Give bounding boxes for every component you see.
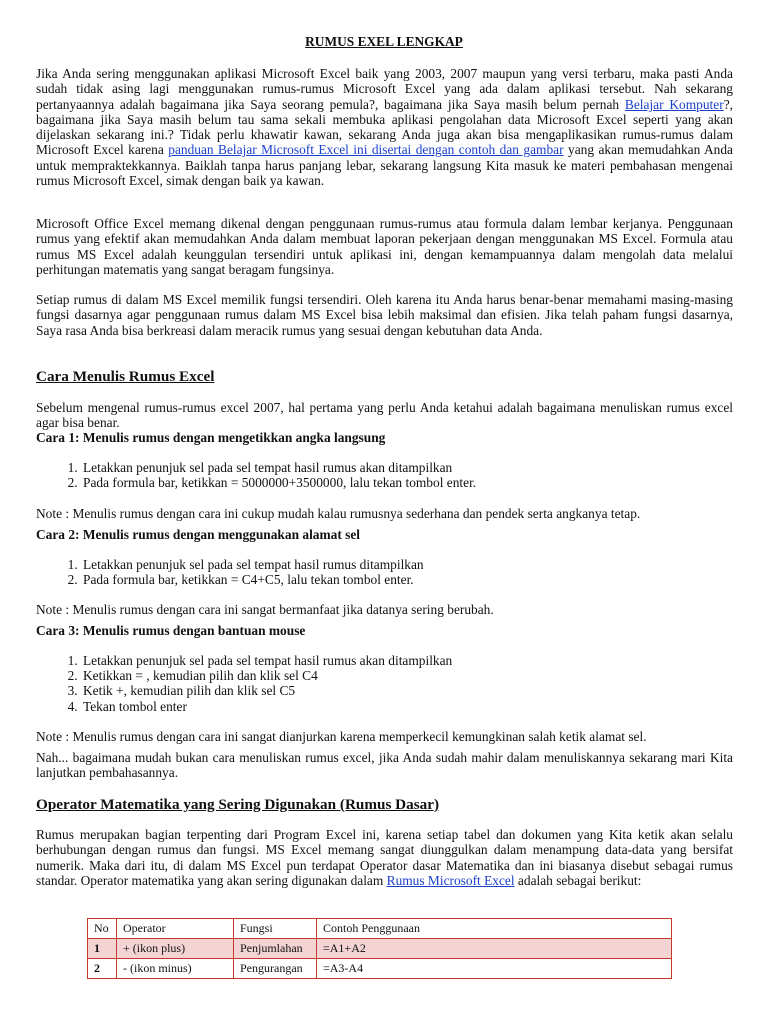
cara1-steps xyxy=(36,460,733,490)
intro-text-a: Jika Anda sering menggunakan aplikasi Microsoft Excel baik yang 2003, 2007 maupun yang versi terbaru, maka pasti Anda sudah tidak asing lagi menggunakan rumus-rumus Microsoft Excel yang ada dalam aplikasi tersebut. Nah sekarang pertanyaannya adalah bagaimana jika Saya seorang pemula?, bagaimana jika Saya masih belum pernah xyxy=(36,66,733,112)
table-cell: - (ikon minus) xyxy=(117,959,234,979)
list-item: 4. Tekan tombol enter xyxy=(81,699,733,714)
list-item: 2. Pada formula bar, ketikkan = C4+C5, lalu tekan tombol enter. xyxy=(81,572,733,587)
page-title: RUMUS EXEL LENGKAP xyxy=(305,34,463,49)
cara2-steps xyxy=(36,557,733,587)
operator-table xyxy=(87,918,672,979)
header-contoh: Contoh Penggunaan xyxy=(317,919,672,939)
intro-text-c: yang akan memudahkan Anda untuk mempraktekkannya. Baiklah tanpa harus panjang lebar, sekarang langsung Kita masuk ke materi pembahasan mengenai rumus Microsoft Excel, simak dengan baik ya kawan. xyxy=(36,142,733,189)
section1-closing: Nah... bagaimana mudah bukan cara menuliskan rumus excel, jika Anda sudah mahir dalam menuliskannya sekarang mari Kita lanjutkan pembahasannya. xyxy=(36,750,733,781)
list-item: 1. Letakkan penunjuk sel pada sel tempat hasil rumus akan ditampilkan xyxy=(81,653,733,668)
table-cell: 2 xyxy=(88,959,117,979)
table-row xyxy=(88,959,672,979)
cara3-note: Note : Menulis rumus dengan cara ini sangat dianjurkan karena memperkecil kemungkinan salah ketik alamat sel. xyxy=(36,729,647,744)
table-cell: + (ikon plus) xyxy=(117,939,234,959)
section1-intro: Sebelum mengenal rumus-rumus excel 2007, hal pertama yang perlu Anda ketahui adalah bagaimana menuliskan rumus excel agar bisa benar. xyxy=(36,400,733,431)
cara2-note: Note : Menulis rumus dengan cara ini sangat bermanfaat jika datanya sering berubah. xyxy=(36,602,494,617)
list-item: 1. Letakkan penunjuk sel pada sel tempat hasil rumus akan ditampilkan xyxy=(81,460,733,475)
cara1-heading: Cara 1: Menulis rumus dengan mengetikkan angka langsung xyxy=(36,430,386,445)
cara2-heading: Cara 2: Menulis rumus dengan menggunakan alamat sel xyxy=(36,527,361,542)
table-cell: Penjumlahan xyxy=(234,939,317,959)
intro-paragraph-1 xyxy=(36,66,733,188)
list-item: 2. Pada formula bar, ketikkan = 5000000+3500000, lalu tekan tombol enter. xyxy=(81,475,733,490)
table-cell: =A3-A4 xyxy=(317,959,672,979)
cara1-note: Note : Menulis rumus dengan cara ini cukup mudah kalau rumusnya sederhana dan pendek serta angkanya tetap. xyxy=(36,506,641,521)
belajar-komputer-link[interactable]: Belajar Komputer xyxy=(624,96,724,112)
cara3-heading: Cara 3: Menulis rumus dengan bantuan mouse xyxy=(36,623,306,638)
header-no: No xyxy=(88,919,117,939)
cara3-steps xyxy=(36,653,733,714)
table-header-row xyxy=(88,919,672,939)
header-fungsi: Fungsi xyxy=(234,919,317,939)
list-item: 2. Ketikkan = , kemudian pilih dan klik sel C4 xyxy=(81,668,733,683)
table-cell: Pengurangan xyxy=(234,959,317,979)
table-row xyxy=(88,939,672,959)
section2-paragraph xyxy=(36,827,733,888)
section2-heading: Operator Matematika yang Sering Digunakan (Rumus Dasar) xyxy=(36,796,440,813)
list-item: 1. Letakkan penunjuk sel pada sel tempat hasil rumus ditampilkan xyxy=(81,557,733,572)
intro-text-b: ?, bagaimana jika Saya masih belum tau sama sekali membuka aplikasi pengolahan data Microsoft Excel seperti yang akan dijelaskan sekarang ini.? Tidak perlu khawatir kawan, sekarang Anda juga akan bisa mengaplikasikan rumus-rumus dalam Microsoft Excel karena xyxy=(36,96,733,158)
table-cell: =A1+A2 xyxy=(317,939,672,959)
list-item: 3. Ketik +, kemudian pilih dan klik sel C5 xyxy=(81,683,733,698)
section2-text-a: Rumus merupakan bagian terpenting dari Program Excel ini, karena setiap tabel dan dokumen yang Kita ketik akan selalu berhubungan dengan rumus dan fungsi. MS Excel memang sangat diunggulkan dalam menampung data-data yang bersifat numerik. Maka dari itu, di dalam MS Excel pun terdapat Operator dasar Matematika dan ini biasanya disebut sebagai rumus standar. Operator matematika yang akan sering digunakan dalam xyxy=(36,827,733,888)
table-cell: 1 xyxy=(88,939,117,959)
header-operator: Operator xyxy=(117,919,234,939)
intro-paragraph-2: Microsoft Office Excel memang dikenal dengan penggunaan rumus-rumus atau formula dalam lembar kerjanya. Penggunaan rumus yang efektif akan memudahkan Anda dalam membuat laporan pekerjaan dengan menggunakan MS Excel. Formula atau rumus MS Excel adalah keunggulan tersendiri untuk aplikasi ini, dengan kemampuannya dalam mengolah data melalui perhitungan matematis yang sangat beragam fungsinya. xyxy=(36,216,733,277)
rumus-microsoft-excel-link[interactable]: Rumus Microsoft Excel xyxy=(386,872,515,888)
intro-paragraph-3: Setiap rumus di dalam MS Excel memilik fungsi tersendiri. Oleh karena itu Anda harus benar-benar memahami masing-masing fungsi dasarnya agar penggunaan rumus dalam MS Excel bisa lebih maksimal dan efisien. Jika telah paham fungsi dasarnya, Saya rasa Anda bisa berkreasi dalam meracik rumus yang sesuai dengan kebutuhan data Anda. xyxy=(36,292,733,338)
panduan-excel-link[interactable]: panduan Belajar Microsoft Excel ini disertai dengan contoh dan gambar xyxy=(168,142,564,158)
section2-text-b: adalah sebagai berikut: xyxy=(514,872,642,888)
section1-heading: Cara Menulis Rumus Excel xyxy=(36,368,215,385)
